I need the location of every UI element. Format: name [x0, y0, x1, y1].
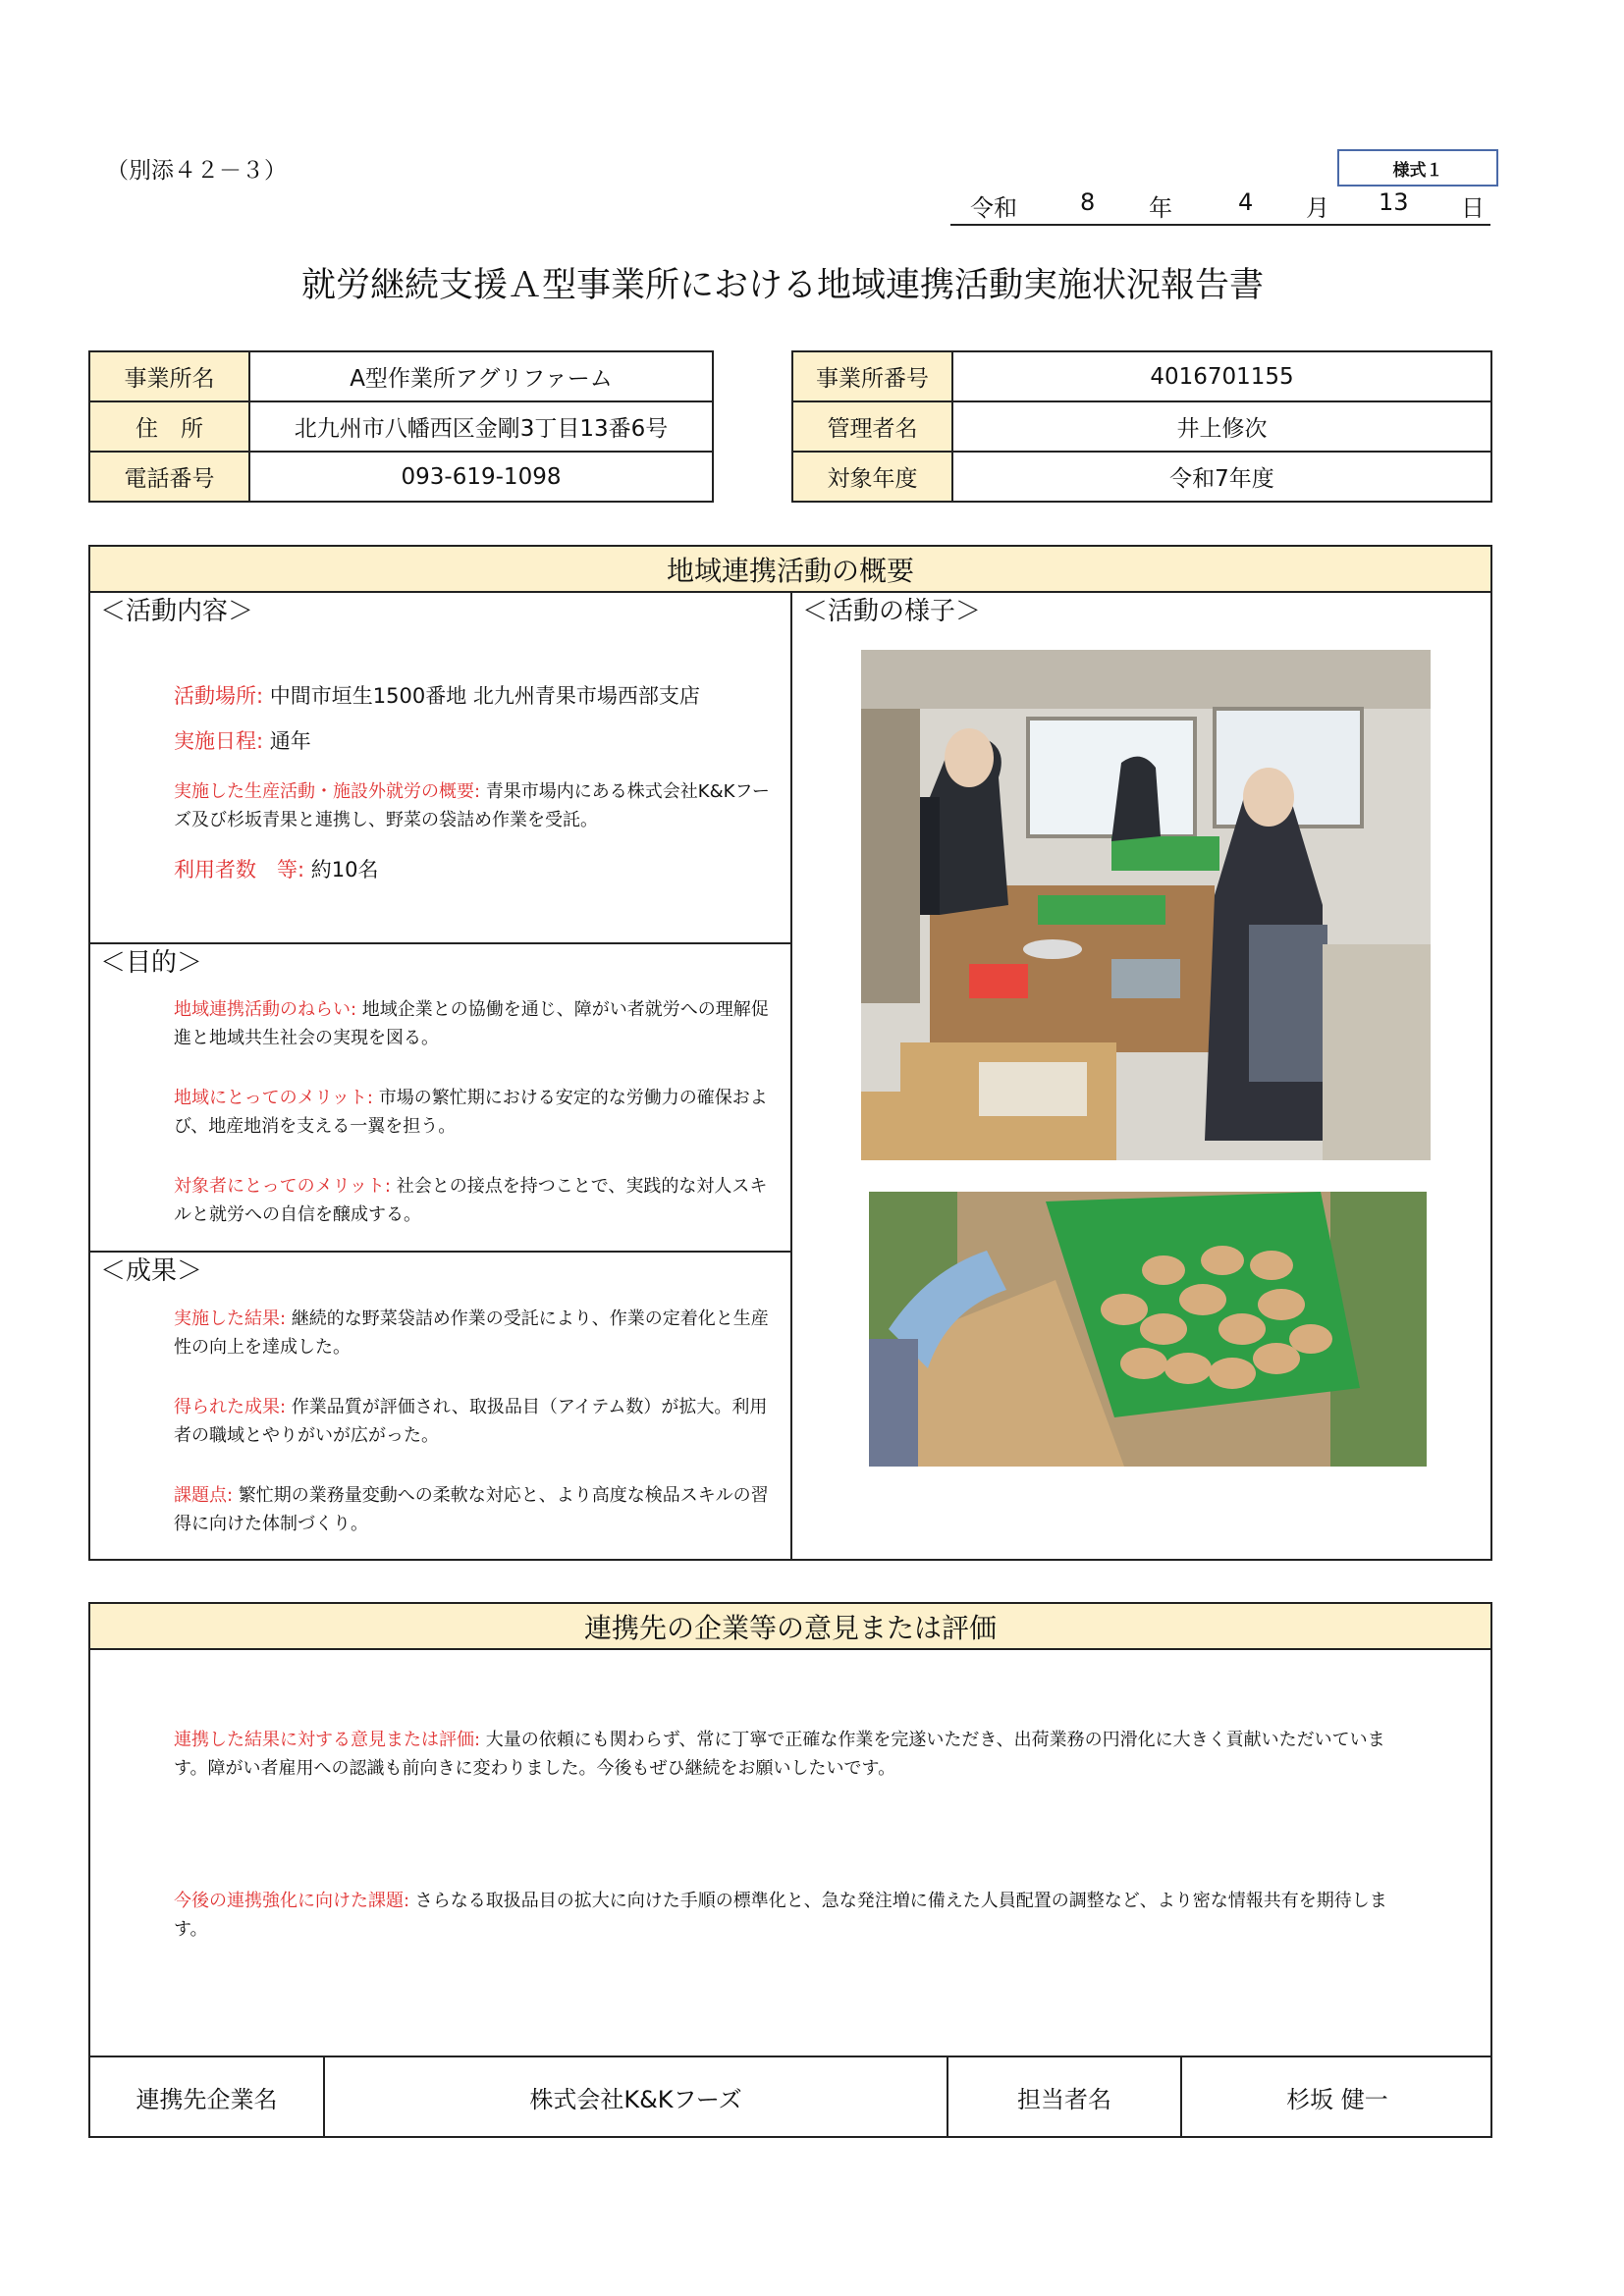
- target-merit-value: 社会との接点を持つことで、実践的な対人スキルと就労への自信を醸成する。: [174, 1176, 768, 1225]
- overview-heading: 地域連携活動の概要: [90, 547, 1490, 593]
- results-heading: ＜成果＞: [100, 1256, 203, 1286]
- form-label-badge: 様式１: [1337, 149, 1498, 187]
- attachment-number: （別添４２－３）: [106, 158, 287, 184]
- table-row: [89, 401, 713, 452]
- manager-label: 管理者名: [792, 401, 952, 452]
- office-admin-table: [791, 350, 1492, 503]
- purpose-target-merit: [174, 1172, 778, 1229]
- activity-place: [174, 680, 773, 712]
- users-label: 利用者数 等:: [174, 858, 305, 881]
- results-issue: [174, 1481, 778, 1538]
- users-value: 約10名: [304, 858, 379, 881]
- result-label: 実施した結果:: [174, 1308, 287, 1329]
- place-value: 中間市垣生1500番地 北九州青果市場西部支店: [263, 684, 700, 708]
- schedule-label: 実施日程:: [174, 729, 264, 753]
- photos-heading: ＜活動の様子＞: [802, 597, 982, 626]
- issue-label: 課題点:: [174, 1485, 234, 1506]
- office-number-label: 事業所番号: [792, 351, 952, 401]
- photo-workers-sorting-vegetables: [861, 650, 1431, 1160]
- address-label: 住 所: [89, 401, 249, 452]
- schedule-value: 通年: [263, 729, 311, 753]
- date-line: [950, 188, 1490, 226]
- outcome-label: 得られた成果:: [174, 1397, 287, 1417]
- contact-person-label: 担当者名: [1017, 2086, 1111, 2113]
- results-outcome: [174, 1393, 778, 1450]
- purpose-region-merit: [174, 1084, 778, 1141]
- date-day-unit: 日: [1461, 194, 1485, 222]
- table-row: [89, 351, 713, 401]
- office-info-table: [88, 350, 714, 503]
- production-label: 実施した生産活動・施設外就労の概要:: [174, 781, 481, 802]
- potatoes-photo-illustration: [869, 1192, 1427, 1467]
- table-row: [89, 452, 713, 502]
- contact-person-value: 杉坂 健一: [1286, 2086, 1388, 2113]
- date-era: 令和: [970, 194, 1017, 222]
- target-merit-label: 対象者にとってのメリット:: [174, 1176, 391, 1197]
- office-name-label: 事業所名: [89, 351, 249, 401]
- future-label: 今後の連携強化に向けた課題:: [174, 1891, 410, 1911]
- production-value: 青果市場内にある株式会社K&Kフーズ及び杉坂青果と連携し、野菜の袋詰め作業を受託。: [174, 781, 770, 830]
- workers-photo-illustration: [861, 650, 1431, 1160]
- aim-value: 地域企業との協働を通じ、障がい者就労への理解促進と地域共生社会の実現を図る。: [174, 999, 769, 1048]
- place-label: 活動場所:: [174, 684, 264, 708]
- column-divider: [790, 591, 792, 1561]
- activity-users: [174, 854, 773, 885]
- region-merit-label: 地域にとってのメリット:: [174, 1088, 373, 1108]
- table-row: [792, 351, 1491, 401]
- address-value: 北九州市八幡西区金剛3丁目13番6号: [249, 401, 713, 452]
- partner-name-label: 連携先企業名: [135, 2086, 278, 2113]
- issue-value: 繁忙期の業務量変動への柔軟な対応と、より高度な検品スキルの習得に向けた体制づくり。: [174, 1485, 769, 1534]
- activity-heading: ＜活動内容＞: [100, 597, 254, 626]
- evaluation-future: [174, 1887, 1411, 1944]
- activity-schedule: [174, 725, 773, 757]
- date-day: 13: [1379, 188, 1409, 216]
- opinion-value: 大量の依頼にも関わらず、常に丁寧で正確な作業を完遂いただき、出荷業務の円滑化に大きく貢献いただいています。障がい者雇用への認識も前向きに変わりました。今後もぜひ継続をお願いしたいです。: [174, 1730, 1385, 1779]
- region-merit-value: 市場の繁忙期における安定的な労働力の確保および、地産地消を支える一翼を担う。: [174, 1088, 768, 1137]
- manager-value: 井上修次: [952, 401, 1491, 452]
- fiscal-year-label: 対象年度: [792, 452, 952, 502]
- fiscal-year-value: 令和7年度: [952, 452, 1491, 502]
- photo-potatoes-in-green-basket: [869, 1192, 1427, 1467]
- overview-section: [88, 545, 1492, 1561]
- phone-value: 093-619-1098: [249, 452, 713, 502]
- results-result: [174, 1305, 778, 1362]
- evaluation-opinion: [174, 1726, 1411, 1783]
- phone-label: 電話番号: [89, 452, 249, 502]
- future-value: さらなる取扱品目の拡大に向けた手順の標準化と、急な発注増に備えた人員配置の調整など、より密な情報共有を期待します。: [174, 1891, 1387, 1940]
- aim-label: 地域連携活動のねらい:: [174, 999, 357, 1020]
- table-row: [792, 452, 1491, 502]
- evaluation-section: [88, 1602, 1492, 2138]
- result-value: 継続的な野菜袋詰め作業の受託により、作業の定着化と生産性の向上を達成した。: [174, 1308, 769, 1358]
- date-year-unit: 年: [1149, 194, 1172, 222]
- table-row: [792, 401, 1491, 452]
- document-title: 就労継続支援Ａ型事業所における地域連携活動実施状況報告書: [300, 266, 1264, 305]
- purpose-aim: [174, 995, 778, 1052]
- opinion-label: 連携した結果に対する意見または評価:: [174, 1730, 481, 1750]
- evaluation-heading: 連携先の企業等の意見または評価: [90, 1604, 1490, 1650]
- date-year: 8: [1080, 188, 1096, 216]
- outcome-value: 作業品質が評価され、取扱品目（アイテム数）が拡大。利用者の職域とやりがいが広がった。: [174, 1397, 768, 1446]
- purpose-heading: ＜目的＞: [100, 948, 203, 978]
- activity-production: [174, 777, 773, 834]
- partner-name-value: 株式会社K&Kフーズ: [529, 2086, 742, 2113]
- date-month: 4: [1238, 188, 1254, 216]
- office-name-value: A型作業所アグリファーム: [249, 351, 713, 401]
- office-number-value: 4016701155: [952, 351, 1491, 401]
- date-month-unit: 月: [1306, 194, 1329, 222]
